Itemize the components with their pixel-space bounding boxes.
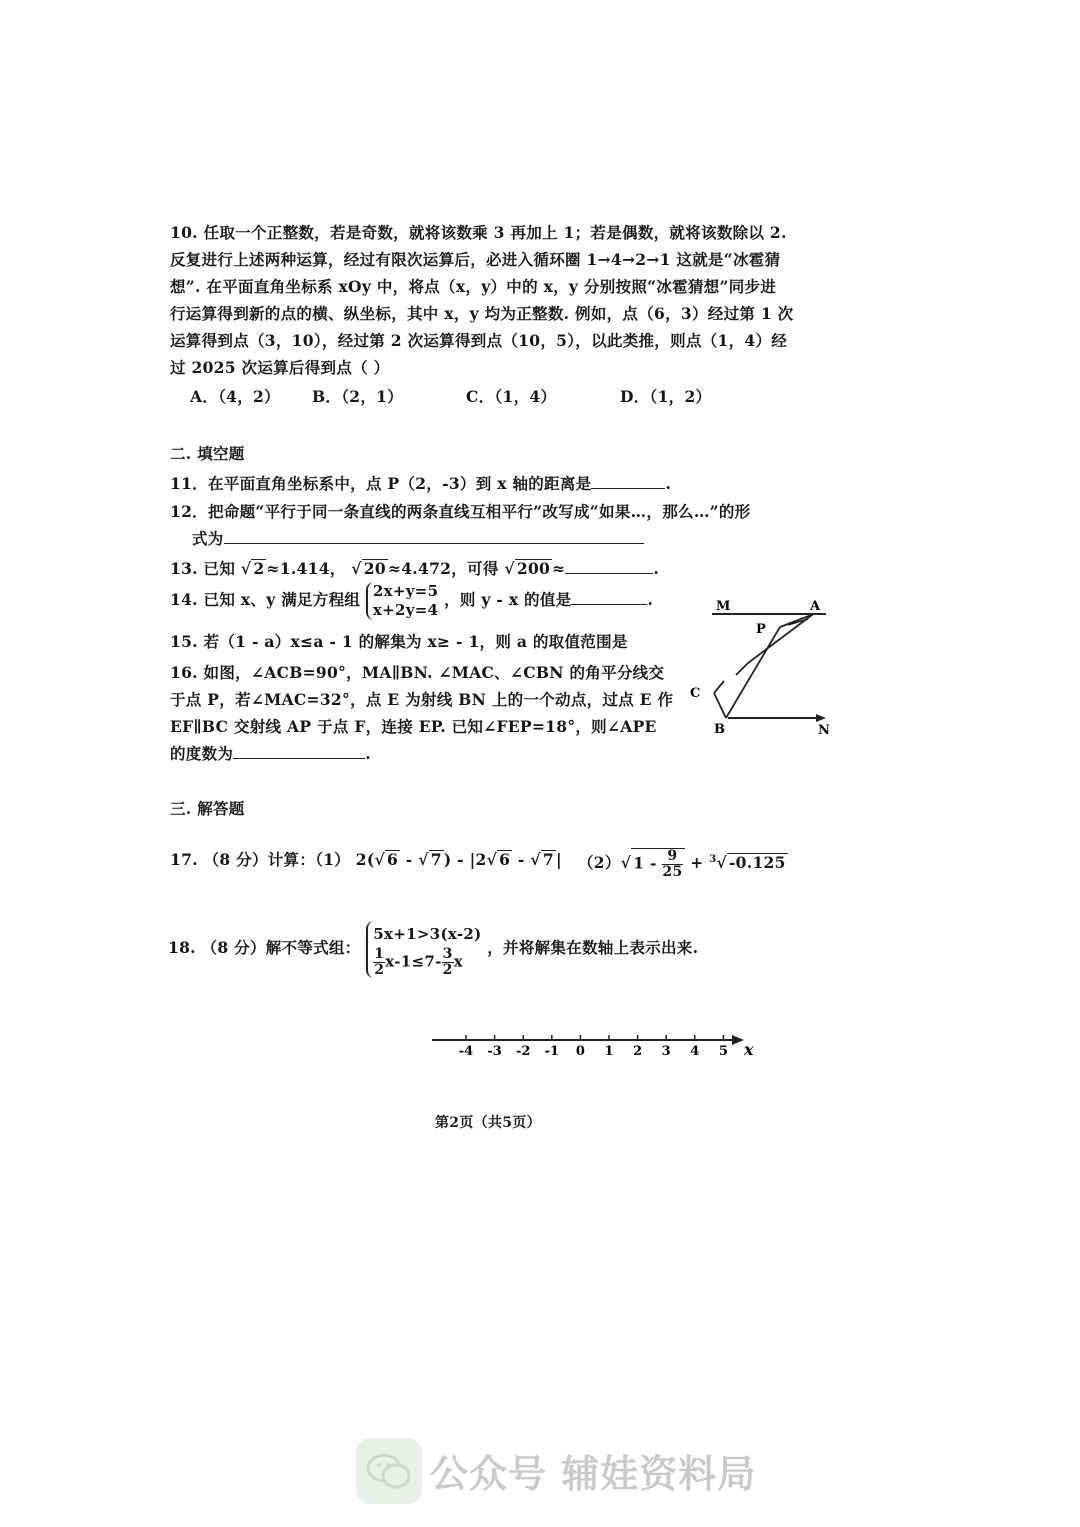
q14-eq-1: 2x+y=5 xyxy=(372,582,439,600)
q16-line-4: 的度数为 xyxy=(170,744,234,763)
q18-post: ，并将解集在数轴上表示出来. xyxy=(487,938,699,957)
q13-pre: 13. 已知 xyxy=(170,559,236,578)
q18-ineq-2 xyxy=(373,947,481,978)
q17-part2-radical xyxy=(631,848,684,880)
q17-part1-radicand-3: 6 xyxy=(499,850,511,869)
q17-part1-text-b: - xyxy=(400,850,419,869)
q17-part1-text-a: 2( xyxy=(355,850,375,869)
q17-part2-fraction xyxy=(662,849,682,880)
q17-part2-label: （2） xyxy=(578,853,621,873)
q13-text-1: ≈1.414， xyxy=(266,559,346,578)
q16-end: . xyxy=(365,744,371,763)
q18-inequality-system xyxy=(366,921,481,978)
q14-end: . xyxy=(647,590,654,609)
q16-answer-blank xyxy=(233,740,365,759)
q13-radicand-2: 20 xyxy=(363,559,386,578)
q14-equation-system xyxy=(366,582,438,620)
q18-frac-1-den: 2 xyxy=(374,961,385,978)
number-line-tick-label: 3 xyxy=(661,1044,671,1059)
q10-line-2: 反复进行上述两种运算，经过有限次运算后，必进入循环圈 1→4→2→1 这就是“冰雹猜 xyxy=(170,250,781,269)
q12-line-2: 式为 xyxy=(192,529,224,548)
label-p: P xyxy=(756,622,766,637)
number-line-ticks xyxy=(459,1035,728,1059)
q18-ineq-1: 5x+1>3(x-2) xyxy=(373,924,482,943)
q13-text-3: ≈ xyxy=(552,559,566,578)
q17-part1-text-e: | xyxy=(555,850,562,869)
section-2-title: 二. 填空题 xyxy=(170,444,245,463)
number-line-x-label: x xyxy=(744,1040,754,1059)
question-12 xyxy=(170,498,750,552)
q14-eq-2: x+2y=4 xyxy=(372,601,439,619)
question-16 xyxy=(170,659,673,767)
page-footer: 第2页（共5页） xyxy=(435,1115,541,1131)
q13-text-2: ≈4.472，可得 xyxy=(387,559,499,578)
q14-pre: 14. 已知 x、y 满足方程组 xyxy=(170,590,361,609)
q14-answer-blank xyxy=(571,586,647,605)
q16-line-1: 16. 如图，∠ACB=90°，MA∥BN. ∠MAC、∠CBN 的角平分线交 xyxy=(170,663,665,682)
number-line-tick-label: 5 xyxy=(718,1044,728,1059)
q17-part2-plus: + xyxy=(684,853,710,873)
q17-part2-numerator: 9 xyxy=(662,849,682,865)
q18-frac-1 xyxy=(373,947,385,978)
question-17-part-2: （2）√ 1 - $\frac{9}{25}$ + $^3$√ -0.125 xyxy=(578,847,786,880)
label-n: N xyxy=(818,723,830,738)
q11-answer-blank xyxy=(591,470,665,489)
q17-part1-text-c: ) - |2 xyxy=(443,850,487,869)
q14-post: ，则 y - x 的值是 xyxy=(444,590,572,609)
q17-part2-root-index: 3 xyxy=(709,854,717,865)
q10-line-5: 运算得到点（3，10），经过第 2 次运算得到点（10，5），以此类推，则点（1，4）经 xyxy=(170,331,788,350)
q10-option-d: D．（1，2） xyxy=(620,387,712,406)
q18-frac-2 xyxy=(442,947,454,978)
q11-text: 11．在平面直角坐标系中，点 P（2，-3）到 x 轴的距离是 xyxy=(170,474,592,493)
number-line-arrow xyxy=(732,1035,744,1045)
q18-frac-1-num: 1 xyxy=(374,945,385,962)
q16-line-3: EF∥BC 交射线 AP 于点 F，连接 EP. 已知∠FEP=18°，则∠APE xyxy=(170,717,657,736)
q10-option-c: C．（1，4） xyxy=(466,387,557,406)
line-ca xyxy=(714,681,724,693)
q17-part1-text-d: - xyxy=(512,850,531,869)
q17-pre: 17. （8 分）计算：（1） xyxy=(170,850,351,869)
label-a: A xyxy=(810,599,821,614)
q17-part1-radicand-4: 7 xyxy=(542,850,554,869)
question-10 xyxy=(170,219,793,381)
question-14 xyxy=(170,578,653,622)
q12-answer-blank xyxy=(224,525,644,544)
number-line-tick-label: -2 xyxy=(515,1044,531,1059)
q13-end: . xyxy=(653,559,660,578)
line-ap xyxy=(780,614,814,627)
q13-radicand-3: 200 xyxy=(516,559,551,578)
number-line-tick-label: 0 xyxy=(575,1044,585,1059)
q13-radicand-1: 2 xyxy=(253,559,265,578)
q12-line-1: 12．把命题“平行于同一条直线的两条直线互相平行”改写成“如果…，那么…”的形 xyxy=(170,502,751,521)
number-line xyxy=(428,1028,768,1064)
q17-part2-radicand: -0.125 xyxy=(728,853,786,873)
question-11 xyxy=(170,470,671,497)
question-13: 13. 已知 √ 2 ≈1.414， √ 20 ≈4.472，可得 √ 200 ≈ . xyxy=(170,555,659,582)
q17-part1-radicand-2: 7 xyxy=(430,850,442,869)
q10-option-b: B．（2，1） xyxy=(312,387,404,406)
q10-line-3: 想”. 在平面直角坐标系 xOy 中，将点（x，y）中的 x，y 分别按照“冰雹猜想”同步进 xyxy=(170,277,777,296)
q16-figure xyxy=(690,595,840,740)
q13-answer-blank xyxy=(565,555,653,574)
q18-ineq-2-end: x xyxy=(453,952,463,970)
q18-pre: 18. （8 分）解不等式组： xyxy=(168,938,361,957)
number-line-tick-label: -3 xyxy=(487,1044,502,1059)
question-17: 17. （8 分）计算：（1） 2(√ 6 - √ 7 ) - |2√ 6 - √ 7 | xyxy=(170,850,562,869)
question-15: 15. 若（1 - a）x≤a - 1 的解集为 x≥ - 1，则 a 的取值范围是 xyxy=(170,632,628,651)
ray-bn-arrow xyxy=(816,714,826,722)
q10-options xyxy=(190,383,750,410)
watermark-text: 公众号 辅娃资料局 xyxy=(430,1452,757,1496)
q10-line-1: 10. 任取一个正整数，若是奇数，就将该数乘 3 再加上 1；若是偶数，就将该数除以 2. xyxy=(170,223,787,242)
line-cb xyxy=(714,693,726,718)
number-line-tick-label: -4 xyxy=(458,1044,474,1059)
number-line-tick-label: -1 xyxy=(544,1044,560,1059)
number-line-tick-label: 2 xyxy=(633,1044,643,1059)
q10-option-a: A．（4，2） xyxy=(190,387,280,406)
label-m: M xyxy=(716,599,731,614)
label-b: B xyxy=(714,722,725,737)
q10-line-4: 行运算得到新的点的横、纵坐标，其中 x，y 均为正整数. 例如，点（6，3）经过第 1 次 xyxy=(170,304,794,323)
wechat-icon xyxy=(356,1438,422,1504)
number-line-tick-label: 4 xyxy=(690,1044,700,1059)
q10-line-6: 过 2025 次运算后得到点（ ） xyxy=(170,358,390,377)
number-line-tick-label: 1 xyxy=(604,1044,614,1059)
question-18 xyxy=(168,916,698,980)
q17-part1-radicand-1: 6 xyxy=(387,850,399,869)
q11-end: . xyxy=(665,474,672,493)
q16-line-2: 于点 P，若∠MAC=32°，点 E 为射线 BN 上的一个动点，过点 E 作 xyxy=(170,690,674,709)
q18-frac-2-num: 3 xyxy=(442,945,453,962)
q17-part2-one: 1 - xyxy=(633,853,663,873)
q17-part2-denominator: 25 xyxy=(662,863,683,880)
line-bp xyxy=(726,627,780,718)
label-c: C xyxy=(690,686,701,701)
section-3-title: 三. 解答题 xyxy=(170,799,245,818)
q18-ineq-2-mid: x-1≤7- xyxy=(385,952,442,970)
line-ac-mid xyxy=(736,663,748,675)
q18-frac-2-den: 2 xyxy=(442,961,453,978)
